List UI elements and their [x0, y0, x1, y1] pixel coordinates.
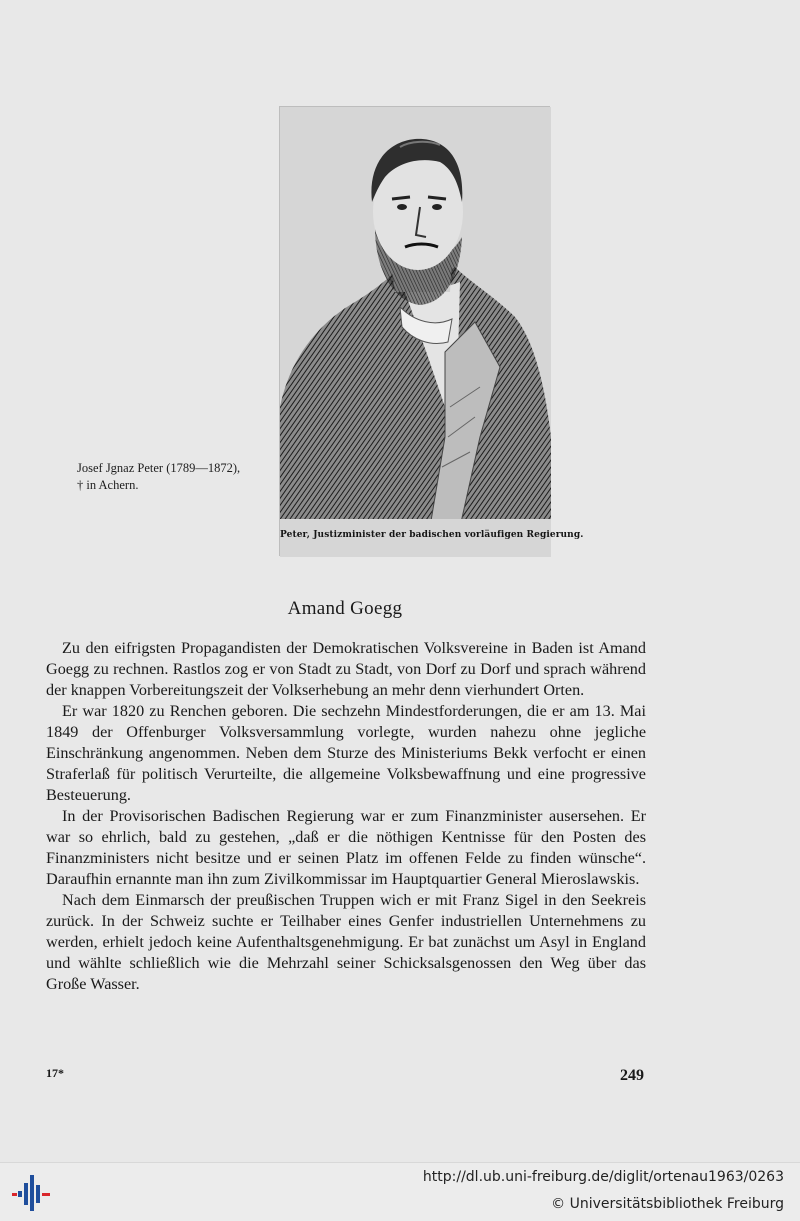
- copyright-notice: © Universitätsbibliothek Freiburg: [551, 1196, 784, 1212]
- paragraph: Nach dem Einmarsch der preußischen Truppen wich er mit Franz Sigel in den Seekreis zurück. In der Schweiz suchte er Teilhaber eines Genfer industriellen Unternehmens zu werden, erhielt jedoch keine Aufenthaltsgenehmigung. Er bat zunächst um Asyl in England und wählte schließlich wie die Mehrzahl seiner Schicksalsgenossen den Weg über das Große Wasser.: [46, 891, 646, 993]
- portrait-engraving: [279, 106, 584, 556]
- viewer-footer: [0, 1162, 800, 1221]
- permalink-link[interactable]: http://dl.ub.uni-freiburg.de/diglit/ortenau1963/0263: [422, 1169, 784, 1185]
- paragraph: Er war 1820 zu Renchen geboren. Die sechzehn Mindestforderungen, die er am 13. Mai 1849 der Offenburger Volksversammlung vorlegte, wurden nahezu ohne jegliche Einschränkung angenommen. Neben dem Sturze des Ministeriums Bekk verfocht er einen Straferlaß für politisch Verurteilte, die allgemeine Volksbewaffnung und eine progressive Besteuerung.: [46, 702, 646, 804]
- figure-caption: [77, 460, 257, 494]
- portrait-illustration-icon: [280, 107, 584, 557]
- signature-mark: 17*: [46, 1066, 64, 1080]
- page-number: 249: [620, 1067, 644, 1084]
- paragraph: In der Provisorischen Badischen Regierung war er zum Finanzminister ausersehen. Er war so ehrlich, bald zu gestehen, „daß er die nöthigen Kentnisse für den Posten des Finanzministers nicht besitze und er seinen Platz im offenen Felde zu finden wünsche“. Daraufhin ernannte man ihn zum Zivilkommissar im Hauptquartier General Mieroslawskis.: [46, 807, 646, 888]
- figure-caption-line: † in Achern.: [77, 478, 139, 492]
- ub-freiburg-logo-icon: [12, 1173, 52, 1213]
- figure-caption-line: Josef Jgnaz Peter (1789—1872),: [77, 461, 241, 475]
- engraving-caption: Peter, Justizminister der badischen vorläufigen Regierung.: [280, 530, 584, 540]
- article-body: [46, 638, 646, 995]
- article-heading: Amand Goegg: [287, 598, 403, 619]
- paragraph: Zu den eifrigsten Propagandisten der Demokratischen Volksvereine in Baden ist Amand Goegg zu rechnen. Rastlos zog er von Stadt zu Stadt, von Dorf zu Dorf und sprach während der knappen Vorbereitungszeit der Volkserhebung an mehr denn vierhundert Orten.: [46, 639, 646, 699]
